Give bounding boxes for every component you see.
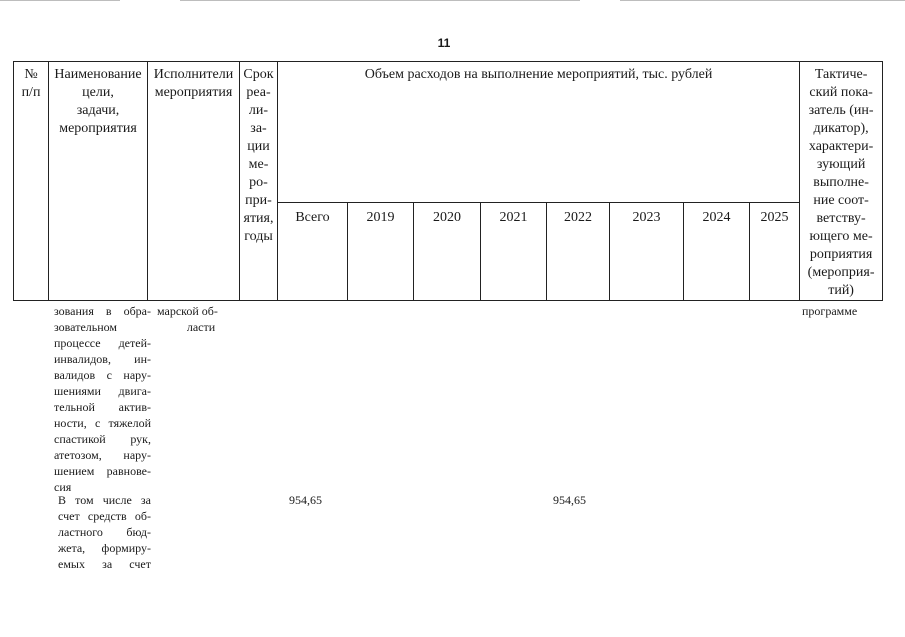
header-year-2024: 2024: [684, 203, 750, 301]
row2-name-line: жета, формиру-: [58, 541, 151, 555]
row2-year-2022: 954,65: [553, 493, 586, 507]
expenses-table: [13, 61, 883, 301]
row1-name-line: процессе детей-: [54, 336, 151, 350]
header-term: Срок реа- ли- за- ции ме- ро- при- ятия, годы: [240, 62, 278, 301]
header-year-2020: 2020: [414, 203, 481, 301]
row1-name-line: тельной актив-: [54, 400, 151, 414]
row1-executor: [157, 303, 245, 335]
header-year-2023: 2023: [610, 203, 684, 301]
row1-name-line: шениями двига-: [54, 384, 151, 398]
row1-name-line: зовательном: [54, 320, 118, 334]
row1-name-line: зования в обра-: [54, 304, 151, 318]
row1-name-line: инвалидов, ин-: [54, 352, 151, 366]
header-year-2019: 2019: [348, 203, 414, 301]
header-indicator: Тактиче- ский пока- затель (ин- дикатор), характери- зующий выполне- ние соот- ветству- ющего ме- роприятия (мероприя- тий): [800, 62, 883, 301]
row1-executor-line: ласти: [186, 320, 216, 334]
row1-name-line: ности, с тяжелой: [54, 416, 151, 430]
header-expenses: Объем расходов на выполнение мероприятий, тыс. рублей: [278, 62, 800, 203]
row2-total: 954,65: [289, 493, 322, 507]
row2-name-line: В том числе за: [58, 493, 151, 507]
header-number: № п/п: [14, 62, 49, 301]
scan-edge-line: [180, 0, 580, 1]
row1-name-line: спастикой рук,: [54, 432, 151, 446]
header-name: Наименование цели, задачи, мероприятия: [49, 62, 148, 301]
header-year-2025: 2025: [750, 203, 800, 301]
header-year-2022: 2022: [547, 203, 610, 301]
row2-name-line: ластного бюд-: [58, 525, 151, 539]
header-executors: Исполнители мероприятия: [148, 62, 240, 301]
header-total: Всего: [278, 203, 348, 301]
row1-name: [54, 303, 151, 495]
row1-indicator: программе: [802, 304, 858, 318]
row1-name-line: атетозом, нару-: [54, 448, 151, 462]
page-number: 11: [437, 36, 451, 50]
scan-edge-line: [0, 0, 120, 1]
row1-name-line: шением равнове-: [54, 464, 151, 478]
header-year-2021: 2021: [481, 203, 547, 301]
row2-name-line: счет средств об-: [58, 509, 151, 523]
scan-edge-line: [620, 0, 905, 1]
row2-name-line: емых за счет: [58, 557, 151, 571]
row1-name-line: валидов с нару-: [54, 368, 151, 382]
row1-name-line: сия: [54, 480, 72, 494]
row1-executor-line: марской об-: [157, 304, 218, 318]
row2-name: [58, 492, 151, 572]
